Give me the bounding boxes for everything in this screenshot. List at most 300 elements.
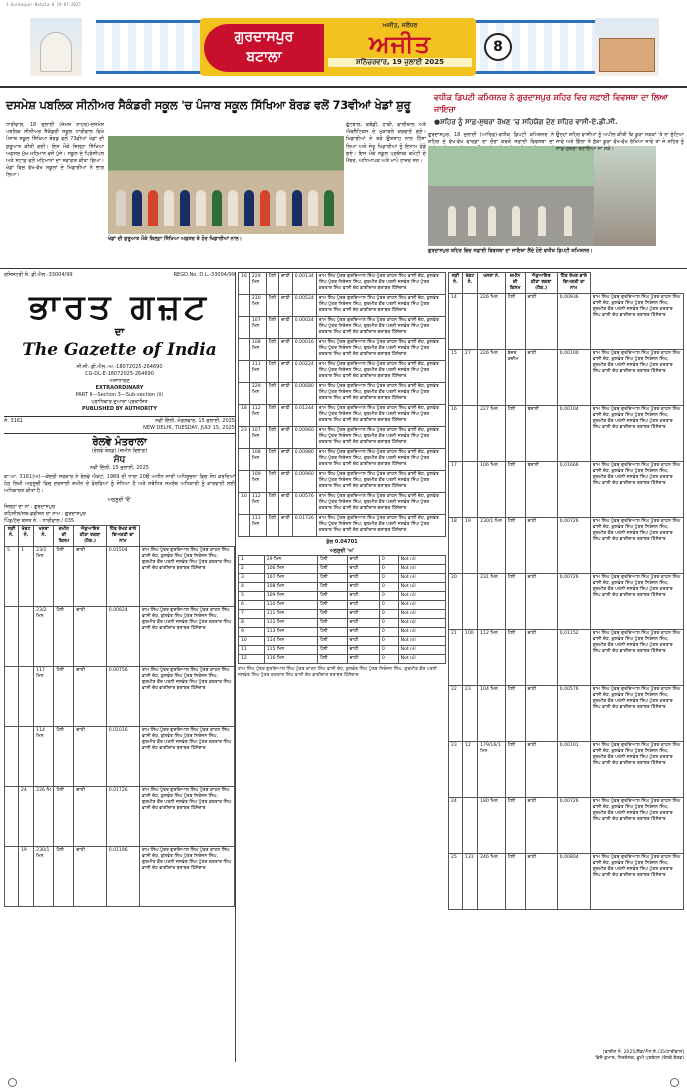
table-cell: ਚਾਹੀ [525, 798, 557, 854]
schedule-b-label: ਅਨੁਸੂਚੀ 'ਅ' [329, 548, 355, 554]
table-row [239, 628, 446, 637]
article-sports-col1: ਧਾਰੀਵਾਲ, 18 ਜੁਲਾਈ (ਜੇਮਸ ਨਾਹਰ)-ਦਸਮੇਸ਼ ਪਬਲਿਕ ਸੀਨੀਅਰ ਸੈਕੰਡਰੀ ਸਕੂਲ ਧਾਰੀਵਾਲ ਵਿਖੇ ਪੰਜਾਬ ਸਕੂਲ ਸਿੱਖਿਆ ਬੋਰਡ ਵਲੋਂ 73ਵੀਆਂ ਖੇਡਾਂ ਦੀ ਸ਼ੁਰੂਆਤ ਕੀਤੀ ਗਈ। ਇਸ ਮੌਕੇ ਜ਼ਿਲ੍ਹਾ ਸਿੱਖਿਆ ਅਫ਼ਸਰ ਮੁੱਖ ਮਹਿਮਾਨ ਵਜੋਂ ਪੁੱਜੇ। ਸਕੂਲ ਦੇ ਪ੍ਰਿੰਸੀਪਲ ਅਤੇ ਸਟਾਫ਼ ਵਲੋਂ ਮਹਿਮਾਨਾਂ ਦਾ ਸਵਾਗਤ ਕੀਤਾ ਗਿਆ। ਖੇਡਾਂ ਵਿਚ ਵੱਖ-ਵੱਖ ਸਕੂਲਾਂ ਦੇ ਖਿਡਾਰੀਆਂ ਨੇ ਭਾਗ ਲਿਆ। [6, 122, 104, 179]
table-cell: ਪੈਲੀ [505, 742, 525, 798]
table-cell [18, 727, 33, 787]
gazette-notice-date: ਨਵੀਂ ਦਿੱਲੀ, 15 ਜੁਲਾਈ, 2025 [90, 465, 149, 471]
table-cell: 115 ਮਿਨ [264, 646, 318, 655]
table-row [239, 592, 446, 601]
gazette-date-pa: ਨਵੀਂ ਦਿੱਲੀ, ਮੰਗਲਵਾਰ, 15 ਜੁਲਾਈ, 2025 [155, 418, 235, 424]
table-cell: ਪੈਲੀ [318, 610, 347, 619]
table-cell: ਚਾਹੀ [525, 630, 557, 686]
owners-cell: ਰਾਮ ਸਿੰਘ ਪੁੱਤਰ ਗੁਰਦਿਆਲ ਸਿੰਘ ਪੁੱਤਰ ਕਾਹਨ ਸਿੰਘ ਵਾਸੀ ਦੇਹ, ਕੁਲਵੰਤ ਸਿੰਘ ਪੁੱਤਰ ਨਿਰੰਜਨ ਸਿੰਘ, ਗੁਰਮੀਤ ਕੌਰ ਪਤਨੀ ਜਸਵੰਤ ਸਿੰਘ ਪੁੱਤਰ ਕਰਤਾਰ ਸਿੰਘ ਵਾਸੀ ਦੇਹ ਭਾਗੀਦਾਰ ਬਰਾਬਰ ਹਿੱਸੇਦਾਰ [590, 518, 683, 574]
owners-cell: ਰਾਮ ਸਿੰਘ ਪੁੱਤਰ ਗੁਰਦਿਆਲ ਸਿੰਘ ਪੁੱਤਰ ਕਾਹਨ ਸਿੰਘ ਵਾਸੀ ਦੇਹ, ਕੁਲਵੰਤ ਸਿੰਘ ਪੁੱਤਰ ਨਿਰੰਜਨ ਸਿੰਘ, ਗੁਰਮੀਤ ਕੌਰ ਪਤਨੀ ਜਸਵੰਤ ਸਿੰਘ ਪੁੱਤਰ ਕਰਤਾਰ ਸਿੰਘ ਵਾਸੀ ਦੇਹ ਭਾਗੀਦਾਰ ਬਰਾਬਰ ਹਿੱਸੇਦਾਰ [140, 847, 235, 907]
table-row [239, 619, 446, 628]
table-header: ਖਸਰਾ ਨੰ. [478, 273, 506, 294]
gazette-authority-en: PUBLISHED BY AUTHORITY [82, 406, 157, 412]
table-cell: Not nil [398, 574, 445, 583]
table-cell: ਪੈਲੀ [318, 556, 347, 565]
table-cell: ਪੈਲੀ [318, 592, 347, 601]
table-header: ਹਿੱਤ ਰੱਖਣ ਵਾਲੇ ਵਿਅਕਤੀ ਦਾ ਨਾਮ [106, 526, 139, 547]
owners-cell: ਰਾਮ ਸਿੰਘ ਪੁੱਤਰ ਗੁਰਦਿਆਲ ਸਿੰਘ ਪੁੱਤਰ ਕਾਹਨ ਸਿੰਘ ਵਾਸੀ ਦੇਹ, ਕੁਲਵੰਤ ਸਿੰਘ ਪੁੱਤਰ ਨਿਰੰਜਨ ਸਿੰਘ, ਗੁਰਮੀਤ ਕੌਰ ਪਤਨੀ ਜਸਵੰਤ ਸਿੰਘ ਪੁੱਤਰ ਕਰਤਾਰ ਸਿੰਘ ਵਾਸੀ ਦੇਹ ਭਾਗੀਦਾਰ ਬਰਾਬਰ ਹਿੱਸੇਦਾਰ [590, 406, 683, 462]
table-cell: 0.01504 [106, 547, 139, 607]
table-cell: ਪੈਲੀ [505, 574, 525, 630]
table-row [5, 607, 235, 667]
gazette-table-mid [238, 272, 446, 537]
table-row [5, 727, 235, 787]
table-cell: 109 ਮਿਨ [249, 471, 266, 493]
table-cell: ਚਾਹੀ [347, 619, 379, 628]
table-row [449, 406, 684, 462]
table-cell: 116 ਮਿਨ [264, 655, 318, 664]
divider [0, 86, 687, 88]
table-cell: 227 ਮਿਨ [478, 406, 506, 462]
table-cell: 109 ਮਿਨ [264, 592, 318, 601]
table-cell: ਚਾਹੀ [74, 727, 106, 787]
edition-tag: ਅਜੀਤ, ਜਲੰਧਰ [382, 22, 418, 29]
table-cell: 100 [462, 630, 477, 686]
gazette-district: ਜ਼ਿਲ੍ਹਾ ਦਾ ਨਾਂ : ਗੁਰਦਾਸਪੁਰ [4, 504, 56, 510]
gazette-village: ਪਿੰਡ/ਹੱਦ ਬਸਤ ਨੰ. : ਧਾਰੀਵਾਲ / 035 [4, 518, 75, 524]
table-cell [18, 667, 33, 727]
table-cell: ਪੈਲੀ [318, 637, 347, 646]
table-cell: ਚਾਹੀ [279, 361, 293, 383]
photo-caption-team: ਖੇਡਾਂ ਦੀ ਸ਼ੁਰੂਆਤ ਮੌਕੇ ਜ਼ਿਲ੍ਹਾ ਸਿੱਖਿਆ ਅਫ਼ਸਰ ਤੇ ਹੋਰ ਖਿਡਾਰੀਆਂ ਨਾਲ। [108, 236, 242, 242]
owners-cell: ਰਾਮ ਸਿੰਘ ਪੁੱਤਰ ਗੁਰਦਿਆਲ ਸਿੰਘ ਪੁੱਤਰ ਕਾਹਨ ਸਿੰਘ ਵਾਸੀ ਦੇਹ, ਕੁਲਵੰਤ ਸਿੰਘ ਪੁੱਤਰ ਨਿਰੰਜਨ ਸਿੰਘ, ਗੁਰਮੀਤ ਕੌਰ ਪਤਨੀ ਜਸਵੰਤ ਸਿੰਘ ਪੁੱਤਰ ਕਰਤਾਰ ਸਿੰਘ ਵਾਸੀ ਦੇਹ ਭਾਗੀਦਾਰ ਬਰਾਬਰ ਹਿੱਸੇਦਾਰ [140, 547, 235, 607]
table-cell: 0.00960 [292, 427, 316, 449]
table-cell: 3 [239, 574, 265, 583]
table-row [239, 295, 446, 317]
table-cell: 106 ਮਿਨ [264, 565, 318, 574]
table-cell: ਪੈਲੀ [266, 449, 278, 471]
owners-cell: ਰਾਮ ਸਿੰਘ ਪੁੱਤਰ ਗੁਰਦਿਆਲ ਸਿੰਘ ਪੁੱਤਰ ਕਾਹਨ ਸਿੰਘ ਵਾਸੀ ਦੇਹ, ਕੁਲਵੰਤ ਸਿੰਘ ਪੁੱਤਰ ਨਿਰੰਜਨ ਸਿੰਘ, ਗੁਰਮੀਤ ਕੌਰ ਪਤਨੀ ਜਸਵੰਤ ਸਿੰਘ ਪੁੱਤਰ ਕਰਤਾਰ ਸਿੰਘ ਵਾਸੀ ਦੇਹ ਭਾਗੀਦਾਰ ਬਰਾਬਰ ਹਿੱਸੇਦਾਰ [590, 854, 683, 910]
owners-cell: ਰਾਮ ਸਿੰਘ ਪੁੱਤਰ ਗੁਰਦਿਆਲ ਸਿੰਘ ਪੁੱਤਰ ਕਾਹਨ ਸਿੰਘ ਵਾਸੀ ਦੇਹ, ਕੁਲਵੰਤ ਸਿੰਘ ਪੁੱਤਰ ਨਿਰੰਜਨ ਸਿੰਘ, ਗੁਰਮੀਤ ਕੌਰ ਪਤਨੀ ਜਸਵੰਤ ਸਿੰਘ ਪੁੱਤਰ ਕਰਤਾਰ ਸਿੰਘ ਵਾਸੀ ਦੇਹ ਭਾਗੀਦਾਰ ਬਰਾਬਰ ਹਿੱਸੇਦਾਰ [316, 295, 445, 317]
issue-date: ਸ਼ਨਿੱਚਰਵਾਰ, 19 ਜੁਲਾਈ 2025 [328, 58, 472, 67]
table-cell: ਪੈਲੀ [266, 295, 278, 317]
gazette-file-no: [ਫਾਈਲ ਨੰ. 2025/ਲੈਂਡ/ਐਲ.ਏ./35/ਧਾਰੀਵਾਲ] [602, 1050, 684, 1055]
table-cell: ਚਾਹੀ [279, 273, 293, 295]
table-cell: ਚਾਹੀ [347, 610, 379, 619]
brand-name: ਅਜੀਤ [369, 30, 431, 58]
table-cell: 27 [462, 350, 477, 406]
gazette-col-left [4, 272, 236, 1062]
table-cell: 114 ਮਿਨ [264, 637, 318, 646]
mid-total-label: ਕੁੱਲ [326, 539, 334, 545]
table-row [239, 273, 446, 295]
table-row [239, 339, 446, 361]
table-cell: Not nil [398, 583, 445, 592]
table-cell: ਪੈਲੀ [266, 383, 278, 405]
table-cell: 1 [239, 556, 265, 565]
table-cell: Not nil [398, 628, 445, 637]
masthead [0, 16, 687, 78]
owners-cell: ਰਾਮ ਸਿੰਘ ਪੁੱਤਰ ਗੁਰਦਿਆਲ ਸਿੰਘ ਪੁੱਤਰ ਕਾਹਨ ਸਿੰਘ ਵਾਸੀ ਦੇਹ, ਕੁਲਵੰਤ ਸਿੰਘ ਪੁੱਤਰ ਨਿਰੰਜਨ ਸਿੰਘ, ਗੁਰਮੀਤ ਕੌਰ ਪਤਨੀ ਜਸਵੰਤ ਸਿੰਘ ਪੁੱਤਰ ਕਰਤਾਰ ਸਿੰਘ ਵਾਸੀ ਦੇਹ ਭਾਗੀਦਾਰ ਬਰਾਬਰ ਹਿੱਸੇਦਾਰ [590, 742, 683, 798]
table-cell: 0.00726 [557, 574, 590, 630]
table-cell: ਪੈਲੀ [505, 686, 525, 742]
table-cell: 7 [239, 610, 265, 619]
gazette-col-mid [238, 272, 446, 1062]
table-row [239, 427, 446, 449]
table-cell: ਚਾਹੀ [347, 601, 379, 610]
table-cell: 0 [379, 646, 398, 655]
table-cell: ਚਾਹੀ [74, 607, 106, 667]
owners-cell: ਰਾਮ ਸਿੰਘ ਪੁੱਤਰ ਗੁਰਦਿਆਲ ਸਿੰਘ ਪੁੱਤਰ ਕਾਹਨ ਸਿੰਘ ਵਾਸੀ ਦੇਹ, ਕੁਲਵੰਤ ਸਿੰਘ ਪੁੱਤਰ ਨਿਰੰਜਨ ਸਿੰਘ, ਗੁਰਮੀਤ ਕੌਰ ਪਤਨੀ ਜਸਵੰਤ ਸਿੰਘ ਪੁੱਤਰ ਕਰਤਾਰ ਸਿੰਘ ਵਾਸੀ ਦੇਹ ਭਾਗੀਦਾਰ ਬਰਾਬਰ ਹਿੱਸੇਦਾਰ [590, 350, 683, 406]
mid-total-value: 0.04701 [334, 539, 358, 545]
table-cell: ਚਾਹੀ [525, 294, 557, 350]
brand-block [328, 20, 472, 74]
table-cell: Not nil [398, 655, 445, 664]
owners-cell: ਰਾਮ ਸਿੰਘ ਪੁੱਤਰ ਗੁਰਦਿਆਲ ਸਿੰਘ ਪੁੱਤਰ ਕਾਹਨ ਸਿੰਘ ਵਾਸੀ ਦੇਹ, ਕੁਲਵੰਤ ਸਿੰਘ ਪੁੱਤਰ ਨਿਰੰਜਨ ਸਿੰਘ, ਗੁਰਮੀਤ ਕੌਰ ਪਤਨੀ ਜਸਵੰਤ ਸਿੰਘ ਪੁੱਤਰ ਕਰਤਾਰ ਸਿੰਘ ਵਾਸੀ ਦੇਹ ਭਾਗੀਦਾਰ ਬਰਾਬਰ ਹਿੱਸੇਦਾਰ [316, 471, 445, 493]
table-cell: ਪੈਲੀ [505, 630, 525, 686]
table-cell: 18 [449, 518, 463, 574]
table-cell: 114 ਮਿਨ [34, 727, 54, 787]
table-cell: 111 ਮਿਨ [264, 610, 318, 619]
table-cell: 0 [379, 628, 398, 637]
headline-sanitation [434, 92, 684, 130]
table-cell: ਪੈਲੀ [318, 628, 347, 637]
table-cell: 112 ਮਿਨ [264, 619, 318, 628]
table-cell: ਪੈਲੀ [54, 787, 74, 847]
table-cell: 0.00980 [292, 449, 316, 471]
table-row [449, 574, 684, 630]
table-header: ਐਕੁਆਇਰ ਕੀਤਾ ਰਕਬਾ (ਹੈਕ.) [74, 526, 106, 547]
table-cell: 10 [239, 637, 265, 646]
gazette-col-right [448, 272, 684, 1062]
table-cell [5, 847, 19, 907]
table-cell: ਪੈਲੀ [505, 854, 525, 910]
gazette-schedule-label: ਅਨੁਸੂਚੀ 'ੳ' [107, 497, 132, 503]
table-cell: 0.00016 [292, 339, 316, 361]
table-cell: 108 ਮਿਨ [264, 583, 318, 592]
table-cell: 0.00576 [557, 686, 590, 742]
gazette-table-b [238, 555, 446, 664]
table-header: ਖਸਰਾ ਨੰ. [34, 526, 54, 547]
table-cell [462, 294, 477, 350]
table-cell [462, 406, 477, 462]
table-cell: ਪੈਲੀ [505, 462, 525, 518]
table-cell: ਚਾਹੀ [347, 628, 379, 637]
print-slug: 1-Gurdaspur-Batala-8 19-07-2025 [6, 2, 81, 7]
headline-sanitation-text: ਵਧੀਕ ਡਿਪਟੀ ਕਮਿਸ਼ਨਰ ਨੇ ਗੁਰਦਾਸਪੁਰ ਸ਼ਹਿਰ ਵਿਚ ਸਫ਼ਾਈ ਵਿਵਸਥਾ ਦਾ ਲਿਆ ਜਾਇਜ਼ਾ [434, 93, 668, 114]
table-cell: 19 [462, 518, 477, 574]
gazette-title-en: The Gazette of India [22, 340, 217, 360]
table-row [239, 646, 446, 655]
table-cell: 11 [239, 646, 265, 655]
table-cell: 16 [449, 406, 463, 462]
table-cell: 23/1 ਮਿਨ [34, 547, 54, 607]
table-cell: ਪੈਲੀ [266, 405, 278, 427]
table-cell: ਪੈਲੀ [266, 471, 278, 493]
table-cell: 106 ਮਿਨ [478, 462, 506, 518]
table-cell: ਪੈਲੀ [266, 273, 278, 295]
table-cell: 23/2 ਮਿਨ [34, 607, 54, 667]
table-cell [239, 449, 250, 471]
monument-image [595, 18, 659, 76]
table-row [449, 686, 684, 742]
article-sports-col2: ਫੁੱਟਬਾਲ, ਕਬੱਡੀ, ਹਾਕੀ, ਵਾਲੀਬਾਲ ਅਤੇ ਐਥਲੈਟਿਕਸ ਦੇ ਮੁਕਾਬਲੇ ਕਰਵਾਏ ਗਏ। ਖਿਡਾਰੀਆਂ ਨੇ ਬੜੇ ਉਤਸ਼ਾਹ ਨਾਲ ਹਿੱਸਾ ਲਿਆ ਅਤੇ ਜੇਤੂ ਖਿਡਾਰੀਆਂ ਨੂੰ ਇਨਾਮ ਵੰਡੇ ਗਏ। ਇਸ ਮੌਕੇ ਸਕੂਲ ਪ੍ਰਬੰਧਕ ਕਮੇਟੀ ਦੇ ਮੈਂਬਰ, ਅਧਿਆਪਕ ਅਤੇ ਮਾਪੇ ਹਾਜ਼ਰ ਸਨ। [346, 122, 426, 165]
table-cell: 6 [239, 601, 265, 610]
table-cell: ਚਾਹੀ [525, 350, 557, 406]
table-cell: 111 ਮਿਨ [249, 515, 266, 537]
table-cell: ਬਰਾਨੀ [525, 462, 557, 518]
table-cell: 0.01016 [106, 727, 139, 787]
owners-cell: ਰਾਮ ਸਿੰਘ ਪੁੱਤਰ ਗੁਰਦਿਆਲ ਸਿੰਘ ਪੁੱਤਰ ਕਾਹਨ ਸਿੰਘ ਵਾਸੀ ਦੇਹ, ਕੁਲਵੰਤ ਸਿੰਘ ਪੁੱਤਰ ਨਿਰੰਜਨ ਸਿੰਘ, ਗੁਰਮੀਤ ਕੌਰ ਪਤਨੀ ਜਸਵੰਤ ਸਿੰਘ ਪੁੱਤਰ ਕਰਤਾਰ ਸਿੰਘ ਵਾਸੀ ਦੇਹ ਭਾਗੀਦਾਰ ਬਰਾਬਰ ਹਿੱਸੇਦਾਰ [590, 574, 683, 630]
table-cell: 0 [379, 655, 398, 664]
gazette-notice: ਸੋਧ [113, 455, 126, 465]
table-cell: ਚਾਹੀ [525, 686, 557, 742]
table-row [5, 787, 235, 847]
table-row [449, 630, 684, 686]
owners-cell: ਰਾਮ ਸਿੰਘ ਪੁੱਤਰ ਗੁਰਦਿਆਲ ਸਿੰਘ ਪੁੱਤਰ ਕਾਹਨ ਸਿੰਘ ਵਾਸੀ ਦੇਹ, ਕੁਲਵੰਤ ਸਿੰਘ ਪੁੱਤਰ ਨਿਰੰਜਨ ਸਿੰਘ, ਗੁਰਮੀਤ ਕੌਰ ਪਤਨੀ ਜਸਵੰਤ ਸਿੰਘ ਪੁੱਤਰ ਕਰਤਾਰ ਸਿੰਘ ਵਾਸੀ ਦੇਹ ਭਾਗੀਦਾਰ ਬਰਾਬਰ ਹਿੱਸੇਦਾਰ [590, 798, 683, 854]
table-cell [462, 798, 477, 854]
table-cell: ਚਾਹੀ [347, 565, 379, 574]
gazette-authority-pa: ਪ੍ਰਾਧਿਕਾਰ ਦੁਆਰਾ ਪ੍ਰਕਾਸ਼ਿਤ [91, 399, 148, 405]
table-cell: 108 ਮਿਨ [249, 449, 266, 471]
table-cell: 0 [379, 619, 398, 628]
table-cell [239, 515, 250, 537]
table-cell: 0 [379, 601, 398, 610]
table-header: ਖੇਵਟ ਨੰ. [18, 526, 33, 547]
table-cell: 0.00726 [557, 798, 590, 854]
table-cell: ਪੈਲੀ [266, 317, 278, 339]
table-header: ਜ਼ਮੀਨ ਦੀ ਕਿਸਮ [54, 526, 74, 547]
table-cell: ਚਾਹੀ [525, 742, 557, 798]
gurdwara-image [30, 18, 82, 76]
table-cell: 112 ਮਿਨ [478, 630, 506, 686]
table-cell: 0.01244 [292, 405, 316, 427]
table-cell: ਚਾਹੀ [279, 493, 293, 515]
headline-sports: ਦਸਮੇਸ਼ ਪਬਲਿਕ ਸੀਨੀਅਰ ਸੈਕੰਡਰੀ ਸਕੂਲ 'ਚ ਪੰਜਾਬ ਸਕੂਲ ਸਿੱਖਿਆ ਬੋਰਡ ਵਲੋਂ 73ਵੀਆਂ ਖੇਡਾਂ ਸ਼ੁਰੂ [6, 98, 411, 112]
table-row [239, 449, 446, 471]
table-cell: 0.01726 [292, 515, 316, 537]
gazette-cg-pa: ਸੀ.ਜੀ.-ਡੀ.ਐਲ.-ਅ.-18072025-264690 [76, 364, 163, 370]
owners-cell: ਰਾਮ ਸਿੰਘ ਪੁੱਤਰ ਗੁਰਦਿਆਲ ਸਿੰਘ ਪੁੱਤਰ ਕਾਹਨ ਸਿੰਘ ਵਾਸੀ ਦੇਹ, ਕੁਲਵੰਤ ਸਿੰਘ ਪੁੱਤਰ ਨਿਰੰਜਨ ਸਿੰਘ, ਗੁਰਮੀਤ ਕੌਰ ਪਤਨੀ ਜਸਵੰਤ ਸਿੰਘ ਪੁੱਤਰ ਕਰਤਾਰ ਸਿੰਘ ਵਾਸੀ ਦੇਹ ਭਾਗੀਦਾਰ ਬਰਾਬਰ ਹਿੱਸੇਦਾਰ [590, 462, 683, 518]
table-cell: 108 ਮਿਨ [249, 339, 266, 361]
table-cell: Not nil [398, 601, 445, 610]
table-cell: 16 [239, 273, 250, 295]
table-cell: 23 [462, 686, 477, 742]
table-cell: 0.01726 [106, 787, 139, 847]
table-cell: ਚਾਹੀ [347, 646, 379, 655]
table-cell: 107 ਮਿਨ [264, 574, 318, 583]
table-header: ਜ਼ਮੀਨ ਦੀ ਕਿਸਮ [505, 273, 525, 294]
table-cell: 18 [239, 405, 250, 427]
table-header: ਐਕੁਆਇਰ ਕੀਤਾ ਰਕਬਾ (ਹੈਕ.) [525, 273, 557, 294]
table-cell [239, 295, 250, 317]
table-cell: ਚਾਹੀ [279, 383, 293, 405]
table-cell: ਪੈਲੀ [318, 619, 347, 628]
table-cell: 131 [462, 854, 477, 910]
table-cell [239, 317, 250, 339]
table-cell: 0.00936 [557, 294, 590, 350]
table-cell: 231 ਮਿਨ [478, 574, 506, 630]
team-photo [108, 136, 344, 234]
table-cell: 2 [239, 565, 265, 574]
article-sanitation-col2: ਉਨ੍ਹਾਂ ਸ਼ਹਿਰ ਵਾਸੀਆਂ ਨੂੰ ਅਪੀਲ ਕੀਤੀ ਕਿ ਕੂੜਾ ਸੜਕਾਂ 'ਤੇ ਨਾ ਸੁੱਟਿਆ ਜਾਵੇ ਅਤੇ ਗਿੱਲਾ ਤੇ ਸੁੱਕਾ ਕੂੜਾ ਵੱਖ-ਵੱਖ ਰੱਖਿਆ ਜਾਵੇ ਤਾਂ ਜੋ ਸ਼ਹਿਰ ਨੂੰ ਸਾਫ਼-ਸੁਥਰਾ ਬਣਾਇਆ ਜਾ ਸਕੇ। [556, 132, 684, 153]
table-cell: 21 [449, 630, 463, 686]
table-cell: 10 [239, 493, 250, 515]
table-row [5, 547, 235, 607]
table-cell: ਚਾਹੀ [74, 787, 106, 847]
table-row [449, 854, 684, 910]
table-cell: 25 [449, 854, 463, 910]
table-cell: ਪੈਲੀ [54, 607, 74, 667]
table-cell: Not nil [398, 565, 445, 574]
table-cell: ਚਾਹੀ [347, 556, 379, 565]
table-cell: Not nil [398, 619, 445, 628]
table-cell: 0.00524 [292, 295, 316, 317]
table-cell [239, 361, 250, 383]
table-cell: 0.01666 [557, 462, 590, 518]
table-cell: Not nil [398, 556, 445, 565]
table-cell: 5 [5, 547, 19, 607]
table-row [239, 574, 446, 583]
owners-cell: ਰਾਮ ਸਿੰਘ ਪੁੱਤਰ ਗੁਰਦਿਆਲ ਸਿੰਘ ਪੁੱਤਰ ਕਾਹਨ ਸਿੰਘ ਵਾਸੀ ਦੇਹ, ਕੁਲਵੰਤ ਸਿੰਘ ਪੁੱਤਰ ਨਿਰੰਜਨ ਸਿੰਘ, ਗੁਰਮੀਤ ਕੌਰ ਪਤਨੀ ਜਸਵੰਤ ਸਿੰਘ ਪੁੱਤਰ ਕਰਤਾਰ ਸਿੰਘ ਵਾਸੀ ਦੇਹ ਭਾਗੀਦਾਰ ਬਰਾਬਰ ਹਿੱਸੇਦਾਰ [316, 383, 445, 405]
gazette-signatory: ਵਿਜੈ ਕੁਮਾਰ, ਨਿਰਦੇਸ਼ਕ, ਭੂਮੀ ਪ੍ਰਬੰਧਨ (ਰੇਲਵੇ ਬੋਰਡ) [595, 1056, 684, 1061]
table-row [239, 317, 446, 339]
table-cell: 0 [379, 565, 398, 574]
gazette-body: ਕਾ.ਆ. 3161(ਅ)—ਕੇਂਦਰੀ ਸਰਕਾਰ ਨੇ ਰੇਲਵੇ ਐਕਟ, 1989 ਦੀ ਧਾਰਾ 20ੳ ਅਧੀਨ ਜਾਰੀ ਅਧਿਸੂਚਨਾ ਵਿਚ ਸੋਧ ਕਰਦਿਆਂ ਹੇਠ ਲਿਖੀ ਅਨੁਸੂਚੀ ਵਿਚ ਦਰਸਾਈ ਜ਼ਮੀਨ ਦੇ ਵੇਰਵਿਆਂ ਨੂੰ ਸੋਧਿਆ ਹੈ ਅਤੇ ਸਬੰਧਿਤ ਸਮਰੱਥ ਅਧਿਕਾਰੀ ਨੂੰ ਕਾਰਵਾਈ ਲਈ ਅਧਿਕਾਰਤ ਕੀਤਾ ਹੈ। [4, 474, 235, 494]
table-cell: 0.01152 [557, 630, 590, 686]
gazette-table-right [448, 272, 684, 910]
registration-mark [8, 1078, 17, 1087]
table-row [239, 383, 446, 405]
gazette-da: ਦਾ [114, 327, 125, 338]
table-row [239, 556, 446, 565]
table-row [239, 637, 446, 646]
table-cell [462, 574, 477, 630]
owners-cell: ਰਾਮ ਸਿੰਘ ਪੁੱਤਰ ਗੁਰਦਿਆਲ ਸਿੰਘ ਪੁੱਤਰ ਕਾਹਨ ਸਿੰਘ ਵਾਸੀ ਦੇਹ, ਕੁਲਵੰਤ ਸਿੰਘ ਪੁੱਤਰ ਨਿਰੰਜਨ ਸਿੰਘ, ਗੁਰਮੀਤ ਕੌਰ ਪਤਨੀ ਜਸਵੰਤ ਸਿੰਘ ਪੁੱਤਰ ਕਰਤਾਰ ਸਿੰਘ ਵਾਸੀ ਦੇਹ ਭਾਗੀਦਾਰ ਬਰਾਬਰ ਹਿੱਸੇਦਾਰ [316, 273, 445, 295]
owners-cell: ਰਾਮ ਸਿੰਘ ਪੁੱਤਰ ਗੁਰਦਿਆਲ ਸਿੰਘ ਪੁੱਤਰ ਕਾਹਨ ਸਿੰਘ ਵਾਸੀ ਦੇਹ, ਕੁਲਵੰਤ ਸਿੰਘ ਪੁੱਤਰ ਨਿਰੰਜਨ ਸਿੰਘ, ਗੁਰਮੀਤ ਕੌਰ ਪਤਨੀ ਜਸਵੰਤ ਸਿੰਘ ਪੁੱਤਰ ਕਰਤਾਰ ਸਿੰਘ ਵਾਸੀ ਦੇਹ ਭਾਗੀਦਾਰ ਬਰਾਬਰ ਹਿੱਸੇਦਾਰ [316, 405, 445, 427]
owners-cell: ਰਾਮ ਸਿੰਘ ਪੁੱਤਰ ਗੁਰਦਿਆਲ ਸਿੰਘ ਪੁੱਤਰ ਕਾਹਨ ਸਿੰਘ ਵਾਸੀ ਦੇਹ, ਕੁਲਵੰਤ ਸਿੰਘ ਪੁੱਤਰ ਨਿਰੰਜਨ ਸਿੰਘ, ਗੁਰਮੀਤ ਕੌਰ ਪਤਨੀ ਜਸਵੰਤ ਸਿੰਘ ਪੁੱਤਰ ਕਰਤਾਰ ਸਿੰਘ ਵਾਸੀ ਦੇਹ ਭਾਗੀਦਾਰ ਬਰਾਬਰ ਹਿੱਸੇਦਾਰ [140, 607, 235, 667]
owners-cell: ਰਾਮ ਸਿੰਘ ਪੁੱਤਰ ਗੁਰਦਿਆਲ ਸਿੰਘ ਪੁੱਤਰ ਕਾਹਨ ਸਿੰਘ ਵਾਸੀ ਦੇਹ, ਕੁਲਵੰਤ ਸਿੰਘ ਪੁੱਤਰ ਨਿਰੰਜਨ ਸਿੰਘ, ਗੁਰਮੀਤ ਕੌਰ ਪਤਨੀ ਜਸਵੰਤ ਸਿੰਘ ਪੁੱਤਰ ਕਰਤਾਰ ਸਿੰਘ ਵਾਸੀ ਦੇਹ ਭਾਗੀਦਾਰ ਬਰਾਬਰ ਹਿੱਸੇਦਾਰ [140, 787, 235, 847]
table-cell: 113 ਮਿਨ [264, 628, 318, 637]
table-cell: 12 [462, 742, 477, 798]
gazette-footer [448, 1050, 684, 1062]
table-cell: ਪੈਲੀ [54, 667, 74, 727]
table-cell [462, 462, 477, 518]
gazette-ministry: ਰੇਲਵੇ ਮੰਤਰਾਲਾ [92, 437, 147, 448]
table-cell: 0.00680 [292, 383, 316, 405]
owners-cell: ਰਾਮ ਸਿੰਘ ਪੁੱਤਰ ਗੁਰਦਿਆਲ ਸਿੰਘ ਪੁੱਤਰ ਕਾਹਨ ਸਿੰਘ ਵਾਸੀ ਦੇਹ, ਕੁਲਵੰਤ ਸਿੰਘ ਪੁੱਤਰ ਨਿਰੰਜਨ ਸਿੰਘ, ਗੁਰਮੀਤ ਕੌਰ ਪਤਨੀ ਜਸਵੰਤ ਸਿੰਘ ਪੁੱਤਰ ਕਰਤਾਰ ਸਿੰਘ ਵਾਸੀ ਦੇਹ ਭਾਗੀਦਾਰ ਬਰਾਬਰ ਹਿੱਸੇਦਾਰ [590, 294, 683, 350]
table-cell: ਚਾਹੀ [279, 427, 293, 449]
table-row [449, 518, 684, 574]
table-row [5, 847, 235, 907]
owners-cell: ਰਾਮ ਸਿੰਘ ਪੁੱਤਰ ਗੁਰਦਿਆਲ ਸਿੰਘ ਪੁੱਤਰ ਕਾਹਨ ਸਿੰਘ ਵਾਸੀ ਦੇਹ, ਕੁਲਵੰਤ ਸਿੰਘ ਪੁੱਤਰ ਨਿਰੰਜਨ ਸਿੰਘ, ਗੁਰਮੀਤ ਕੌਰ ਪਤਨੀ ਜਸਵੰਤ ਸਿੰਘ ਪੁੱਤਰ ਕਰਤਾਰ ਸਿੰਘ ਵਾਸੀ ਦੇਹ ਭਾਗੀਦਾਰ ਬਰਾਬਰ ਹਿੱਸੇਦਾਰ [316, 493, 445, 515]
gazette-reg-en: REGD.No. D.L.-33004/99 [173, 272, 235, 278]
table-cell: 5 [239, 592, 265, 601]
gazette-title-pa: ਭਾਰਤ ਗਜ਼ਟ [29, 287, 210, 327]
table-cell: 0 [379, 556, 398, 565]
table-cell: ਪੈਲੀ [54, 547, 74, 607]
table-row [5, 667, 235, 727]
table-cell: ਚਾਹੀ [525, 518, 557, 574]
table-cell: 24 [18, 787, 33, 847]
table-cell: ਚਾਹੀ [347, 574, 379, 583]
table-cell: ਪੈਲੀ [266, 361, 278, 383]
table-cell: 0.00101 [557, 742, 590, 798]
headline-sanitation-sub: ●ਸ਼ਹਿਰ ਨੂੰ ਸਾਫ਼-ਸੁਥਰਾ ਰੱਖਣ 'ਚ ਸਹਿਯੋਗ ਦੇਣ ਸ਼ਹਿਰ ਵਾਸੀ-ਏ.ਡੀ.ਸੀ. [434, 118, 618, 126]
photo-caption-sanitation: ਗੁਰਦਾਸਪੁਰ ਸ਼ਹਿਰ ਵਿਚ ਸਫ਼ਾਈ ਵਿਵਸਥਾ ਦਾ ਜਾਇਜ਼ਾ ਲੈਂਦੇ ਹੋਏ ਵਧੀਕ ਡਿਪਟੀ ਕਮਿਸ਼ਨਰ। [428, 248, 593, 254]
owners-cell: ਰਾਮ ਸਿੰਘ ਪੁੱਤਰ ਗੁਰਦਿਆਲ ਸਿੰਘ ਪੁੱਤਰ ਕਾਹਨ ਸਿੰਘ ਵਾਸੀ ਦੇਹ, ਕੁਲਵੰਤ ਸਿੰਘ ਪੁੱਤਰ ਨਿਰੰਜਨ ਸਿੰਘ, ਗੁਰਮੀਤ ਕੌਰ ਪਤਨੀ ਜਸਵੰਤ ਸਿੰਘ ਪੁੱਤਰ ਕਰਤਾਰ ਸਿੰਘ ਵਾਸੀ ਦੇਹ ਭਾਗੀਦਾਰ ਬਰਾਬਰ ਹਿੱਸੇਦਾਰ [316, 515, 445, 537]
table-cell: 0 [379, 610, 398, 619]
table-cell: ਚਾਹੀ [347, 592, 379, 601]
table-cell [18, 607, 33, 667]
table-cell: ਚਾਹੀ [279, 339, 293, 361]
gazette-cg-en: CG-DL-E-18072025-264690 [85, 371, 154, 377]
table-cell [5, 787, 19, 847]
owners-cell: ਰਾਮ ਸਿੰਘ ਪੁੱਤਰ ਗੁਰਦਿਆਲ ਸਿੰਘ ਪੁੱਤਰ ਕਾਹਨ ਸਿੰਘ ਵਾਸੀ ਦੇਹ, ਕੁਲਵੰਤ ਸਿੰਘ ਪੁੱਤਰ ਨਿਰੰਜਨ ਸਿੰਘ, ਗੁਰਮੀਤ ਕੌਰ ਪਤਨੀ ਜਸਵੰਤ ਸਿੰਘ ਪੁੱਤਰ ਕਰਤਾਰ ਸਿੰਘ ਵਾਸੀ ਦੇਹ ਭਾਗੀਦਾਰ ਬਰਾਬਰ ਹਿੱਸੇਦਾਰ [316, 317, 445, 339]
table-cell: 23 [449, 742, 463, 798]
gazette-tehsil: ਤਹਿਸੀਲ/ਸਬ-ਡਵੀਜ਼ਨ ਦਾ ਨਾਮ : ਗੁਰਦਾਸਪੁਰ [4, 511, 86, 517]
table-cell: Not nil [398, 610, 445, 619]
table-cell: ਚਾਹੀ [525, 574, 557, 630]
table-cell: 112 ਮਿਨ [249, 493, 266, 515]
table-cell: 104 ਮਿਨ [478, 686, 506, 742]
table-row [239, 471, 446, 493]
table-cell: 1 [18, 547, 33, 607]
owners-cell: ਰਾਮ ਸਿੰਘ ਪੁੱਤਰ ਗੁਰਦਿਆਲ ਸਿੰਘ ਪੁੱਤਰ ਕਾਹਨ ਸਿੰਘ ਵਾਸੀ ਦੇਹ, ਕੁਲਵੰਤ ਸਿੰਘ ਪੁੱਤਰ ਨਿਰੰਜਨ ਸਿੰਘ, ਗੁਰਮੀਤ ਕੌਰ ਪਤਨੀ ਜਸਵੰਤ ਸਿੰਘ ਪੁੱਤਰ ਕਰਤਾਰ ਸਿੰਘ ਵਾਸੀ ਦੇਹ ਭਾਗੀਦਾਰ ਬਰਾਬਰ ਹਿੱਸੇਦਾਰ [316, 339, 445, 361]
owners-cell: ਰਾਮ ਸਿੰਘ ਪੁੱਤਰ ਗੁਰਦਿਆਲ ਸਿੰਘ ਪੁੱਤਰ ਕਾਹਨ ਸਿੰਘ ਵਾਸੀ ਦੇਹ, ਕੁਲਵੰਤ ਸਿੰਘ ਪੁੱਤਰ ਨਿਰੰਜਨ ਸਿੰਘ, ਗੁਰਮੀਤ ਕੌਰ ਪਤਨੀ ਜਸਵੰਤ ਸਿੰਘ ਪੁੱਤਰ ਕਰਤਾਰ ਸਿੰਘ ਵਾਸੀ ਦੇਹ ਭਾਗੀਦਾਰ ਬਰਾਬਰ ਹਿੱਸੇਦਾਰ [140, 727, 235, 787]
table-row [239, 361, 446, 383]
table-cell: 19 [18, 847, 33, 907]
mid-total-row [238, 539, 446, 546]
table-cell: ਪੈਲੀ [266, 493, 278, 515]
masthead-logo [200, 18, 476, 76]
table-row [449, 294, 684, 350]
table-cell: 20 [449, 574, 463, 630]
table-cell: ਬਰਾਨੀ [525, 406, 557, 462]
table-header: ਖੇਵਟ ਨੰ. [462, 273, 477, 294]
city-name: ਗੁਰਦਾਸਪੁਰ [234, 29, 294, 45]
city-name-2: ਬਟਾਲਾ [246, 49, 282, 65]
table-cell [5, 667, 19, 727]
table-cell: 230/1 ਮਿਨ [478, 518, 506, 574]
table-cell: 4 [239, 583, 265, 592]
table-cell: ਪੈਲੀ [318, 655, 347, 664]
table-cell: 0.00134 [292, 273, 316, 295]
table-cell: 0.01196 [106, 847, 139, 907]
table-cell: Not nil [398, 646, 445, 655]
table-cell: 226 ਮਿਨ [478, 294, 506, 350]
table-cell: ਪੈਲੀ [318, 574, 347, 583]
registration-mark [670, 1078, 679, 1087]
table-cell: 29 ਮਿਨ [264, 556, 318, 565]
table-cell: 0 [379, 583, 398, 592]
table-cell: ਚਾਹੀ [279, 405, 293, 427]
table-cell [5, 607, 19, 667]
owners-cell: ਰਾਮ ਸਿੰਘ ਪੁੱਤਰ ਗੁਰਦਿਆਲ ਸਿੰਘ ਪੁੱਤਰ ਕਾਹਨ ਸਿੰਘ ਵਾਸੀ ਦੇਹ, ਕੁਲਵੰਤ ਸਿੰਘ ਪੁੱਤਰ ਨਿਰੰਜਨ ਸਿੰਘ, ਗੁਰਮੀਤ ਕੌਰ ਪਤਨੀ ਜਸਵੰਤ ਸਿੰਘ ਪੁੱਤਰ ਕਰਤਾਰ ਸਿੰਘ ਵਾਸੀ ਦੇਹ ਭਾਗੀਦਾਰ ਬਰਾਬਰ ਹਿੱਸੇਦਾਰ [316, 449, 445, 471]
gazette-table-left [4, 525, 235, 907]
table-cell: ਚਾਹੀ [74, 547, 106, 607]
table-cell: 22 [449, 686, 463, 742]
table-cell: 0.00224 [292, 361, 316, 383]
table-cell: 0.00024 [292, 317, 316, 339]
table-cell: ਚਾਹੀ [74, 847, 106, 907]
sanitation-photo [428, 146, 594, 246]
table-row [239, 515, 446, 537]
table-cell: 111 ਮਿਨ [249, 361, 266, 383]
table-cell: ਚਾਹੀ [279, 515, 293, 537]
table-cell [5, 727, 19, 787]
table-cell: 23 [239, 427, 250, 449]
table-cell: ਚਾਹੀ [279, 317, 293, 339]
sanitation-photo-2 [594, 146, 656, 246]
table-cell: 230/1 ਮਿਨ [34, 847, 54, 907]
table-cell: 229 ਮਿਨ [249, 383, 266, 405]
table-cell: ਬੰਜਰ ਕਦੀਮ [505, 350, 525, 406]
table-header: ਹਿੱਤ ਰੱਖਣ ਵਾਲੇ ਵਿਅਕਤੀ ਦਾ ਨਾਮ [557, 273, 590, 294]
table-cell [239, 383, 250, 405]
